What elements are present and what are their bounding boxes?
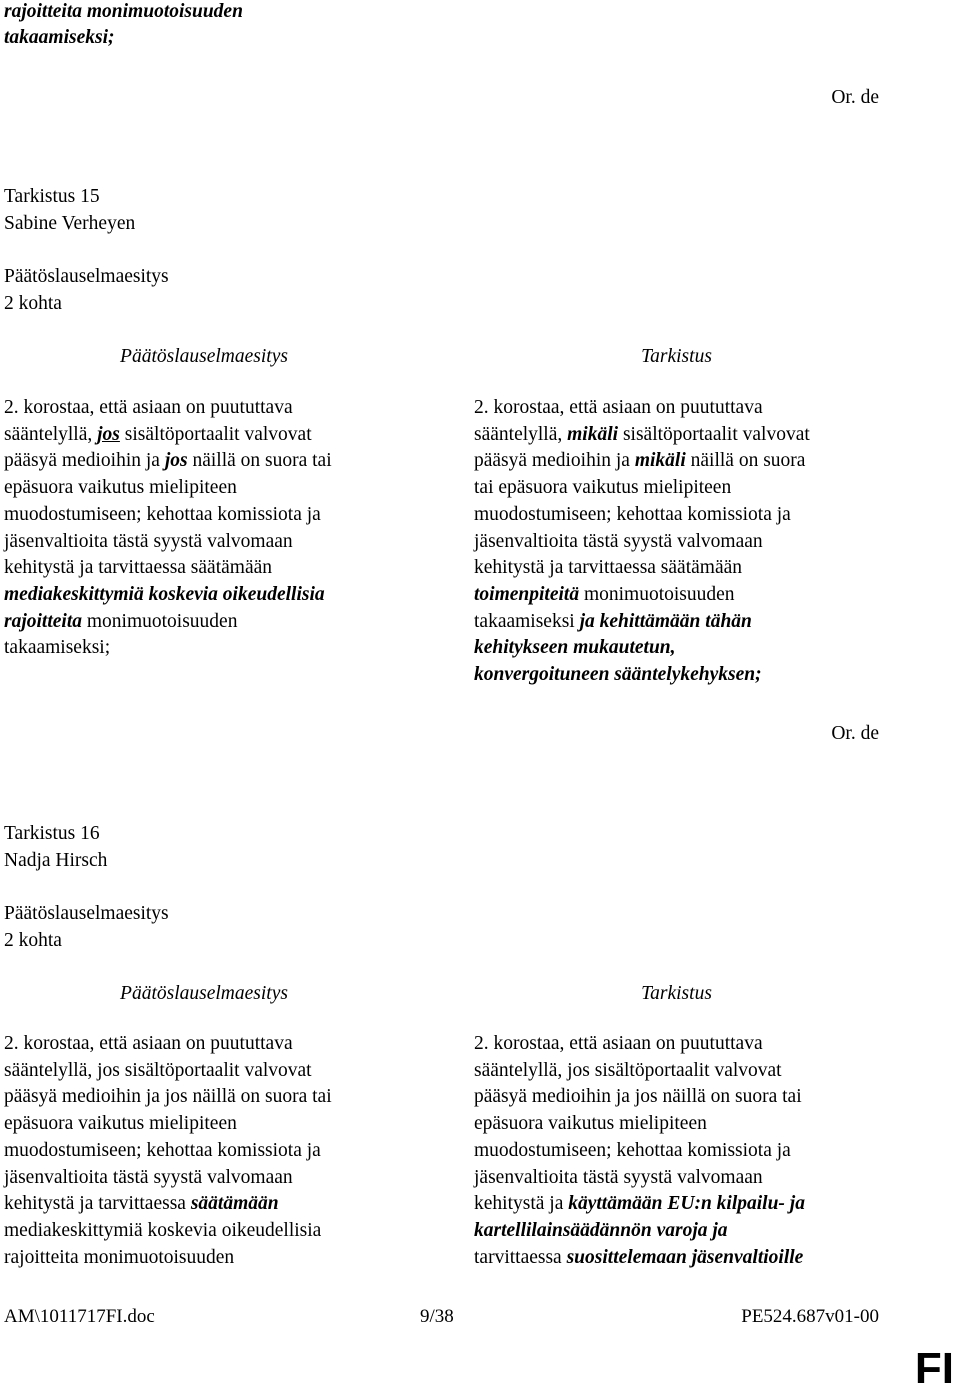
- left-column-header: Päätöslauselmaesitys: [120, 346, 288, 367]
- carryover-line-2: takaamiseksi;: [4, 27, 115, 48]
- paragraph-label: 2 kohta: [4, 930, 62, 951]
- amendment-title: Tarkistus 15: [4, 186, 100, 207]
- footer-pe-ref: PE524.687v01-00: [741, 1306, 879, 1327]
- right-column-text: 2. korostaa, että asiaan on puututtava sääntelyllä, mikäli sisältöportaalit valvovat pääsyä medioihin ja mikäli näillä on suora tai epäsuora vaikutus mielipiteen muodostumiseen; kehottaa komissiota ja jäsenvaltioita tästä syystä valvomaan kehitystä ja tarvittaessa säätämään toimenpiteitä monimuotoisuuden takaamiseksi ja kehittämään tähän kehitykseen mukautetun, konvergoituneen sääntelykehyksen;: [474, 397, 810, 686]
- paragraph-label: 2 kohta: [4, 293, 62, 314]
- carryover-line-1: rajoitteita monimuotoisuuden: [4, 1, 243, 22]
- amendment-author: Nadja Hirsch: [4, 850, 108, 871]
- original-language: Or. de: [831, 87, 879, 108]
- motion-label: Päätöslauselmaesitys: [4, 903, 169, 924]
- amendment-author: Sabine Verheyen: [4, 213, 136, 234]
- footer-doc-ref: AM\1011717FI.doc: [4, 1306, 155, 1327]
- right-column-text: 2. korostaa, että asiaan on puututtava sääntelyllä, jos sisältöportaalit valvovat pääsyä medioihin ja jos näillä on suora tai epäsuora vaikutus mielipiteen muodostumiseen; kehottaa komissiota ja jäsenvaltioita tästä syystä valvomaan kehitystä ja käyttämään EU:n kilpailu- ja kartellilainsäädännön varoja ja tarvittaessa suosittelemaan jäsenvaltioille: [474, 1033, 805, 1268]
- left-column-text: 2. korostaa, että asiaan on puututtava sääntelyllä, jos sisältöportaalit valvovat pääsyä medioihin ja jos näillä on suora tai epäsuora vaikutus mielipiteen muodostumiseen; kehottaa komissiota ja jäsenvaltioita tästä syystä valvomaan kehitystä ja tarvittaessa säätämään mediakeskittymiä koskevia oikeudellisia rajoitteita monimuotoisuuden: [4, 1033, 332, 1268]
- right-column-header: Tarkistus: [641, 983, 712, 1004]
- left-column-text: 2. korostaa, että asiaan on puututtava sääntelyllä, jos sisältöportaalit valvovat pääsyä medioihin ja jos näillä on suora tai epäsuora vaikutus mielipiteen muodostumiseen; kehottaa komissiota ja jäsenvaltioita tästä syystä valvomaan kehitystä ja tarvittaessa säätämään mediakeskittymiä koskevia oikeudellisia rajoitteita monimuotoisuuden takaamiseksi;: [4, 397, 332, 659]
- motion-label: Päätöslauselmaesitys: [4, 266, 169, 287]
- footer-page-number: 9/38: [420, 1306, 454, 1327]
- footer-language-code: FI: [914, 1344, 954, 1393]
- amendment-title: Tarkistus 16: [4, 823, 100, 844]
- original-language: Or. de: [831, 723, 879, 744]
- right-column-header: Tarkistus: [641, 346, 712, 367]
- left-column-header: Päätöslauselmaesitys: [120, 983, 288, 1004]
